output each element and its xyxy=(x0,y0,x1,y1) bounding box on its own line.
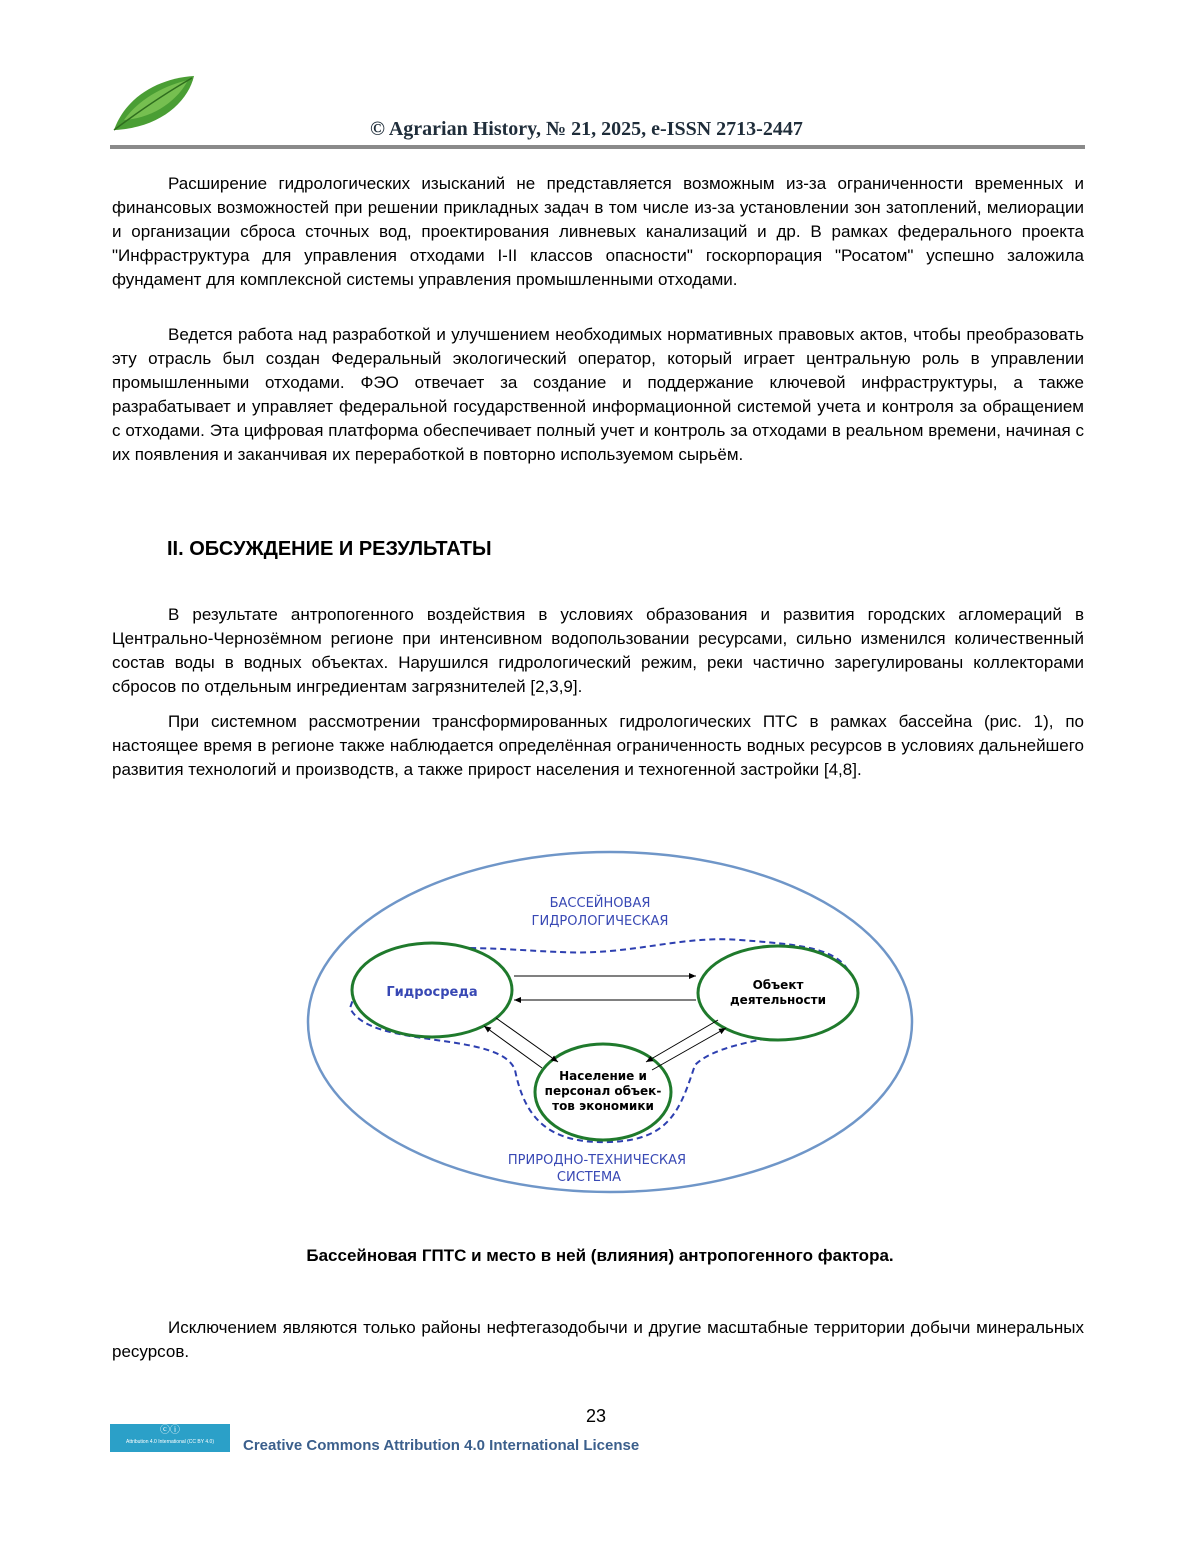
figure-caption: Бассейновая ГПТС и место в ней (влияния) антропогенного фактора. xyxy=(306,1246,894,1265)
paragraph-4: При системном рассмотрении трансформированных гидрологических ПТС в рамках бассейна (рис. 1), по настоящее время в регионе также наблюдается определённая ограниченность водных ресурсов в условиях дальнейшего развития технологий и производств, а также прирост населения и техногенной застройки [4,8]. xyxy=(112,712,1084,779)
node-hydrosphere-label: Гидросреда xyxy=(386,985,478,1000)
paragraph-2: Ведется работа над разработкой и улучшением необходимых нормативных правовых актов, чтобы преобразовать эту отрасль был создан Федеральный экологический оператор, который играет центральную роль в управлении промышленными отходами. ФЭО отвечает за создание и поддержание ключевой инфраструктуры, а также разрабатывает и управляет федеральной государственной информационной системой учета и контроля за обращением с отходами. Эта цифровая платформа обеспечивает полный учет и контроль за отходами в реальном времени, начиная с их появления и заканчивая их переработкой в повторно используемом сырьём. xyxy=(112,325,1084,464)
paragraph-3: В результате антропогенного воздействия в условиях образования и развития городских агломераций в Центрально-Чернозёмном регионе при интенсивном водопользовании ресурсами, сильно изменился количественный состав воды в водных объектах. Нарушился гидрологический режим, реки частично зарегулированы коллекторами сбросов по отдельным ингредиентам загрязнителей [2,3,9]. xyxy=(112,605,1084,696)
journal-header-title: © Agrarian History, № 21, 2025, e-ISSN 2713-2447 xyxy=(370,118,803,140)
label-basin: БАССЕЙНОВАЯ xyxy=(549,896,651,911)
node-population-label-3: тов экономики xyxy=(552,1099,654,1113)
node-population-label-2: персонал объек- xyxy=(544,1084,662,1098)
arrow-people-to-hydro xyxy=(484,1026,542,1068)
label-hydrological: ГИДРОЛОГИЧЕСКАЯ xyxy=(531,914,669,929)
cc-by-icon: ⓒⓘ xyxy=(160,1425,180,1436)
paragraph-1: Расширение гидрологических изысканий не представляется возможным из-за ограниченности временных и финансовых возможностей при решении прикладных задач в том числе из-за установлении зон затоплений, мелиорации и организации сброса сточных вод, проектирования ливневых канализаций и др. В рамках федерального проекта "Инфраструктура для управления отходами I-II классов опасности" госкорпорация "Росатом" успешно заложила фундамент для комплексной системы управления промышленными отходами. xyxy=(112,174,1084,289)
paragraph-5: Исключением являются только районы нефтегазодобычи и другие масштабные территории добычи минеральных ресурсов. xyxy=(112,1318,1084,1361)
leaf-icon xyxy=(108,72,200,134)
node-activity-object-label-2: деятельности xyxy=(729,993,827,1007)
label-natural-technical: ПРИРОДНО-ТЕХНИЧЕСКАЯ xyxy=(507,1153,687,1168)
header-divider xyxy=(110,145,1085,149)
section-heading: II. ОБСУЖДЕНИЕ И РЕЗУЛЬТАТЫ xyxy=(167,538,492,560)
node-population-label-1: Население и xyxy=(559,1069,647,1083)
basin-ptc-diagram xyxy=(300,840,920,1220)
arrow-people-to-object xyxy=(652,1028,726,1070)
node-activity-object-label-1: Объект xyxy=(752,978,804,992)
label-system: СИСТЕМА xyxy=(556,1170,622,1185)
arrow-hydro-to-people xyxy=(496,1018,558,1062)
page-number: 23 xyxy=(586,1406,607,1426)
cc-license-badge[interactable] xyxy=(110,1424,230,1452)
cc-badge-text: Attribution 4.0 International (CC BY 4.0) xyxy=(125,1439,214,1445)
license-link[interactable]: Creative Commons Attribution 4.0 International License xyxy=(243,1437,640,1454)
